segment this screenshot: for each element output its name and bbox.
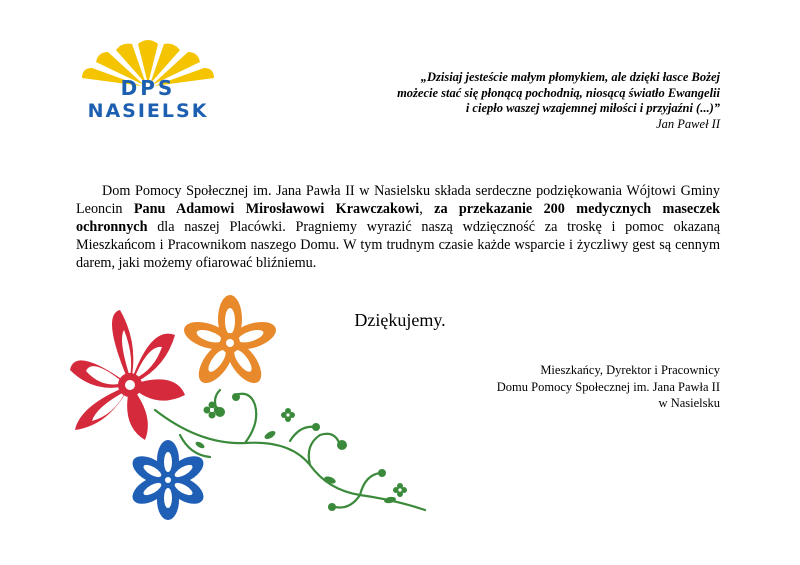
quote-line-1: „Dzisiaj jesteście małym płomykiem, ale dzięki łasce Bożej <box>420 70 720 84</box>
logo-text-dps: DPS <box>120 76 176 100</box>
donation-description: za przekazanie 200 medycznych maseczek ochronnych <box>76 201 721 235</box>
dps-nasielsk-logo <box>78 38 218 128</box>
signature-line-3: w Nasielsku <box>658 396 720 410</box>
thanks-heading: Dziękujemy. <box>354 310 446 330</box>
quote-line-3: i ciepło waszej wzajemnej miłości i przyjaźni (...)” <box>465 101 720 115</box>
logo-text-town: NASIELSK <box>87 100 209 122</box>
floral-decoration <box>60 295 440 535</box>
paragraph-text-2: , <box>419 201 435 217</box>
signature-line-1: Mieszkańcy, Dyrektor i Pracownicy <box>540 363 720 377</box>
thank-you-paragraph <box>76 182 720 272</box>
quote-author: Jan Paweł II <box>656 116 720 131</box>
recipient-name: Panu Adamowi Mirosławowi Krawczakowi <box>133 201 420 217</box>
paragraph-text-3: dla naszej Placówki. Pragniemy wyrazić naszą wdzięczność za troskę i pomoc okazaną Mieszkańcom i Pracownikom naszego Domu. W tym trudnym czasie każde wsparcie i życzliwy gest są cennym darem, jaki możemy ofiarować bliźniemu. <box>76 219 720 271</box>
paragraph-text-1: Dom Pomocy Społecznej im. Jana Pawła II w Nasielsku składa serdeczne podziękowania Wójtowi Gminy Leoncin <box>76 183 720 217</box>
signature-line-2: Domu Pomocy Społecznej im. Jana Pawła II <box>496 379 720 394</box>
small-green-flower-icons <box>204 402 408 498</box>
quote-block <box>320 70 720 132</box>
orange-flower-icon <box>181 295 280 389</box>
quote-line-2: możecie stać się płonącą pochodnią, niosącą światło Ewangelii <box>397 85 720 100</box>
red-flower-icon <box>70 310 185 440</box>
